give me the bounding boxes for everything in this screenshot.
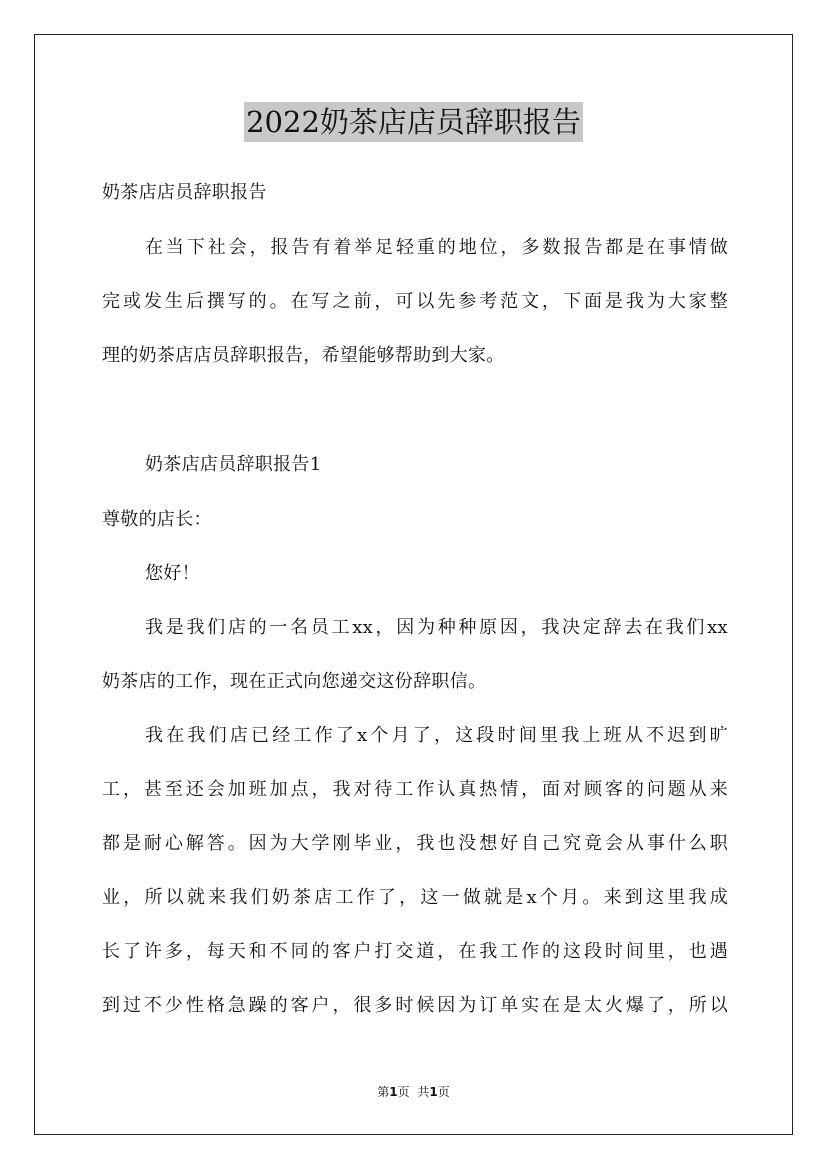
intro-line-1: 在当下社会，报告有着举足轻重的地位，多数报告都是在事情做: [145, 237, 728, 258]
page-prefix: 第: [377, 1085, 390, 1099]
intro-line-2: 完或发生后撰写的。在写之前，可以先参考范文，下面是我为大家整: [102, 291, 728, 312]
page-number: 1: [389, 1085, 398, 1099]
salutation: 尊敬的店长：: [102, 509, 212, 530]
page-footer: [0, 1084, 827, 1100]
para2-line-2: 工，甚至还会加班加点，我对待工作认真热情，面对顾客的问题从来: [102, 779, 728, 800]
section-heading: 奶茶店店员辞职报告1: [145, 454, 322, 475]
greeting: 您好！: [145, 563, 200, 584]
para2-line-6: 到过不少性格急躁的客户，很多时候因为订单实在是太火爆了，所以: [102, 995, 728, 1016]
para2-line-1: 我在我们店已经工作了x个月了，这段时间里我上班从不迟到旷: [145, 725, 728, 746]
total-prefix: 共: [417, 1085, 430, 1099]
page-suffix: 页: [397, 1085, 410, 1099]
total-suffix: 页: [437, 1085, 450, 1099]
intro-line-3: 理的奶茶店店员辞职报告，希望能够帮助到大家。: [102, 345, 505, 366]
document-subtitle: 奶茶店店员辞职报告: [102, 182, 267, 203]
title-wrap: [0, 102, 827, 142]
para1-line-2: 奶茶店的工作，现在正式向您递交这份辞职信。: [102, 671, 487, 692]
para2-line-3: 都是耐心解答。因为大学刚毕业，我也没想好自己究竟会从事什么职: [102, 833, 728, 854]
para2-line-4: 业，所以就来我们奶茶店工作了，这一做就是x个月。来到这里我成: [102, 887, 728, 908]
document-title: 2022奶茶店店员辞职报告: [244, 102, 583, 142]
para2-line-5: 长了许多，每天和不同的客户打交道，在我工作的这段时间里，也遇: [102, 941, 728, 962]
total-pages: 1: [429, 1085, 438, 1099]
para1-line-1: 我是我们店的一名员工xx，因为种种原因，我决定辞去在我们xx: [145, 617, 728, 638]
